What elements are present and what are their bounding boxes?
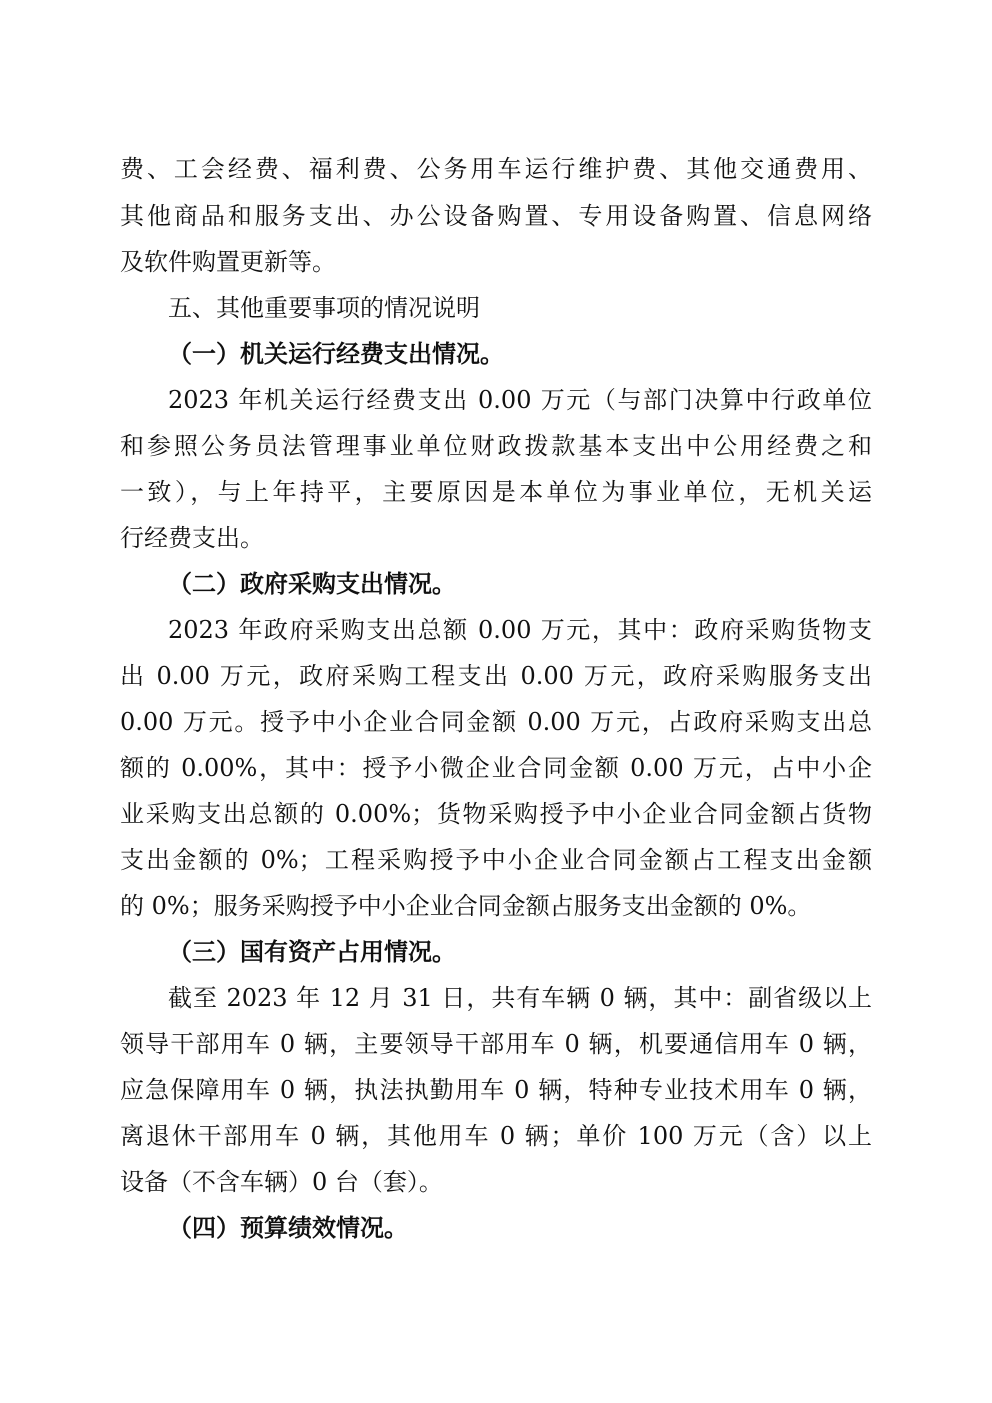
paragraph-line: 2023 年政府采购支出总额 0.00 万元，其中：政府采购货物支 <box>168 616 872 644</box>
subsection-title: （二）政府采购支出情况。 <box>168 570 456 598</box>
section-heading: 五、其他重要事项的情况说明 <box>168 294 480 322</box>
paragraph-line: 行经费支出。 <box>120 524 264 552</box>
paragraph-line: 业采购支出总额的 0.00%；货物采购授予中小企业合同金额占货物 <box>120 800 872 828</box>
paragraph-line: 离退休干部用车 0 辆，其他用车 0 辆；单价 100 万元（含）以上 <box>120 1122 872 1150</box>
paragraph-line: 额的 0.00%，其中：授予小微企业合同金额 0.00 万元，占中小企 <box>120 754 872 782</box>
paragraph-line: 的 0%；服务采购授予中小企业合同金额占服务支出金额的 0%。 <box>120 892 812 920</box>
paragraph-line: 一致），与上年持平，主要原因是本单位为事业单位，无机关运 <box>120 478 872 506</box>
subsection-title: （四）预算绩效情况。 <box>168 1214 408 1242</box>
paragraph-line: 支出金额的 0%；工程采购授予中小企业合同金额占工程支出金额 <box>120 846 872 874</box>
paragraph-line: 设备（不含车辆）0 台（套）。 <box>120 1168 443 1196</box>
paragraph-line: 其他商品和服务支出、办公设备购置、专用设备购置、信息网络 <box>120 202 872 230</box>
paragraph-line: 0.00 万元。授予中小企业合同金额 0.00 万元，占政府采购支出总 <box>120 708 872 736</box>
paragraph-line: 领导干部用车 0 辆，主要领导干部用车 0 辆，机要通信用车 0 辆， <box>120 1030 872 1058</box>
paragraph-line: 应急保障用车 0 辆，执法执勤用车 0 辆，特种专业技术用车 0 辆， <box>120 1076 872 1104</box>
paragraph-line: 截至 2023 年 12 月 31 日，共有车辆 0 辆，其中：副省级以上 <box>168 984 872 1012</box>
paragraph-line: 和参照公务员法管理事业单位财政拨款基本支出中公用经费之和 <box>120 432 872 460</box>
paragraph-line: 及软件购置更新等。 <box>120 248 336 276</box>
subsection-title: （三）国有资产占用情况。 <box>168 938 456 966</box>
paragraph-line: 出 0.00 万元，政府采购工程支出 0.00 万元，政府采购服务支出 <box>120 662 872 690</box>
subsection-title: （一）机关运行经费支出情况。 <box>168 340 504 368</box>
paragraph-line: 2023 年机关运行经费支出 0.00 万元（与部门决算中行政单位 <box>168 386 872 414</box>
paragraph-line: 费、工会经费、福利费、公务用车运行维护费、其他交通费用、 <box>120 155 872 183</box>
